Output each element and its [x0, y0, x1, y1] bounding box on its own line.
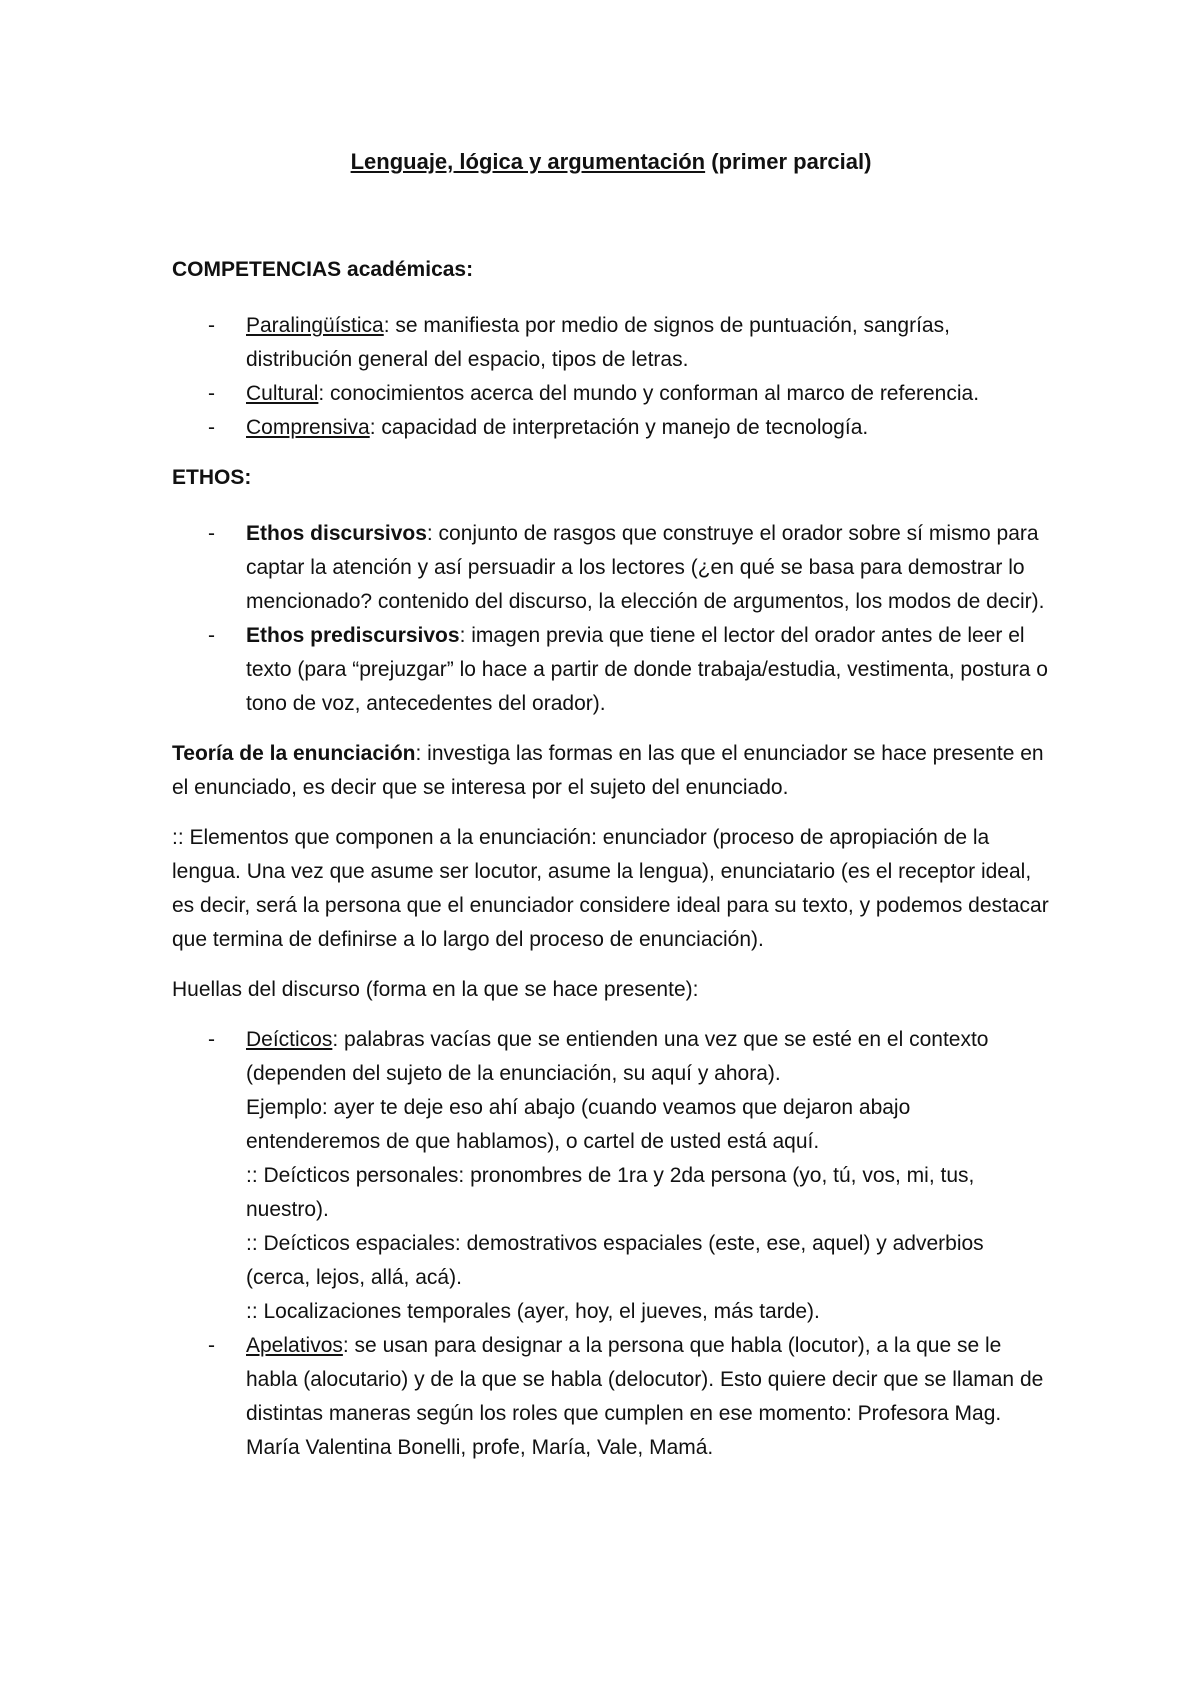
temporales-line: :: Localizaciones temporales (ayer, hoy, el jueves, más tarde).: [246, 1300, 820, 1323]
personales-line: :: Deícticos personales: pronombres de 1ra y 2da persona (yo, tú, vos, mi, tus, nuestro).: [246, 1164, 975, 1221]
title-underlined: Lenguaje, lógica y argumentación: [350, 149, 706, 174]
term: Cultural: [246, 382, 319, 405]
elementos-paragraph: :: Elementos que componen a la enunciación: enunciador (proceso de apropiación de la lengua. Una vez que asume ser locutor, asume la lengua), enunciatario (es el receptor ideal, es decir, será la persona que el enunciador considere ideal para su texto, y podemos destacar que termina de definirse a lo largo del proceso de enunciación).: [172, 826, 1049, 951]
term: Teoría de la enunciación: [172, 742, 416, 765]
list-item: [172, 377, 1050, 411]
term: Deícticos: [246, 1028, 333, 1051]
definition: : investiga las formas en las que el enunciador se hace presente en el enunciado, es decir que se interesa por el sujeto del enunciado.: [172, 742, 1044, 799]
term: Ethos discursivos: [246, 522, 427, 545]
definition: : conocimientos acerca del mundo y conforman al marco de referencia.: [318, 382, 980, 405]
competencias-heading: COMPETENCIAS académicas:: [172, 258, 474, 281]
ethos-heading: ETHOS:: [172, 466, 252, 489]
term: Comprensiva: [246, 416, 370, 439]
list-item: [172, 411, 1050, 445]
definition: : conjunto de rasgos que construye el orador sobre sí mismo para captar la atención y así persuadir a los lectores (¿en qué se basa para demostrar lo mencionado? contenido del discurso, la elección de argumentos, los modos de decir).: [246, 522, 1045, 613]
term: Apelativos: [246, 1334, 343, 1357]
title-rest: (primer parcial): [705, 149, 872, 174]
definition: : capacidad de interpretación y manejo de tecnología.: [369, 416, 869, 439]
espaciales-line: :: Deícticos espaciales: demostrativos espaciales (este, ese, aquel) y adverbios (cerca, lejos, allá, acá).: [246, 1232, 984, 1289]
huellas-heading: Huellas del discurso (forma en la que se hace presente):: [172, 978, 699, 1001]
list-item: [172, 517, 1050, 619]
ethos-list: [172, 517, 1050, 721]
term: Paralingüística: [246, 314, 384, 337]
teoria-paragraph: [172, 737, 1050, 805]
list-item: [172, 619, 1050, 721]
definition: : se manifiesta por medio de signos de puntuación, sangrías, distribución general del espacio, tipos de letras.: [246, 314, 950, 371]
definition: : se usan para designar a la persona que habla (locutor), a la que se le habla (alocutario) y de la que se habla (delocutor). Esto quiere decir que se llaman de distintas maneras según los roles que cumplen en ese momento: Profesora Mag. María Valentina Bonelli, profe, María, Vale, Mamá.: [246, 1334, 1044, 1459]
huellas-list: [172, 1023, 1050, 1465]
definition: : palabras vacías que se entienden una vez que se esté en el contexto (dependen del sujeto de la enunciación, su aquí y ahora).: [246, 1028, 989, 1085]
list-item: [172, 309, 1050, 377]
list-item: [172, 1023, 1050, 1329]
list-item: [172, 1329, 1050, 1465]
document-title: [172, 145, 1050, 179]
definition: : imagen previa que tiene el lector del orador antes de leer el texto (para “prejuzgar” lo hace a partir de donde trabaja/estudia, vestimenta, postura o tono de voz, antecedentes del orador).: [246, 624, 1048, 715]
ejemplo-line: Ejemplo: ayer te deje eso ahí abajo (cuando veamos que dejaron abajo entenderemos de que hablamos), o cartel de usted está aquí.: [246, 1096, 911, 1153]
term: Ethos prediscursivos: [246, 624, 460, 647]
competencias-list: [172, 309, 1050, 445]
